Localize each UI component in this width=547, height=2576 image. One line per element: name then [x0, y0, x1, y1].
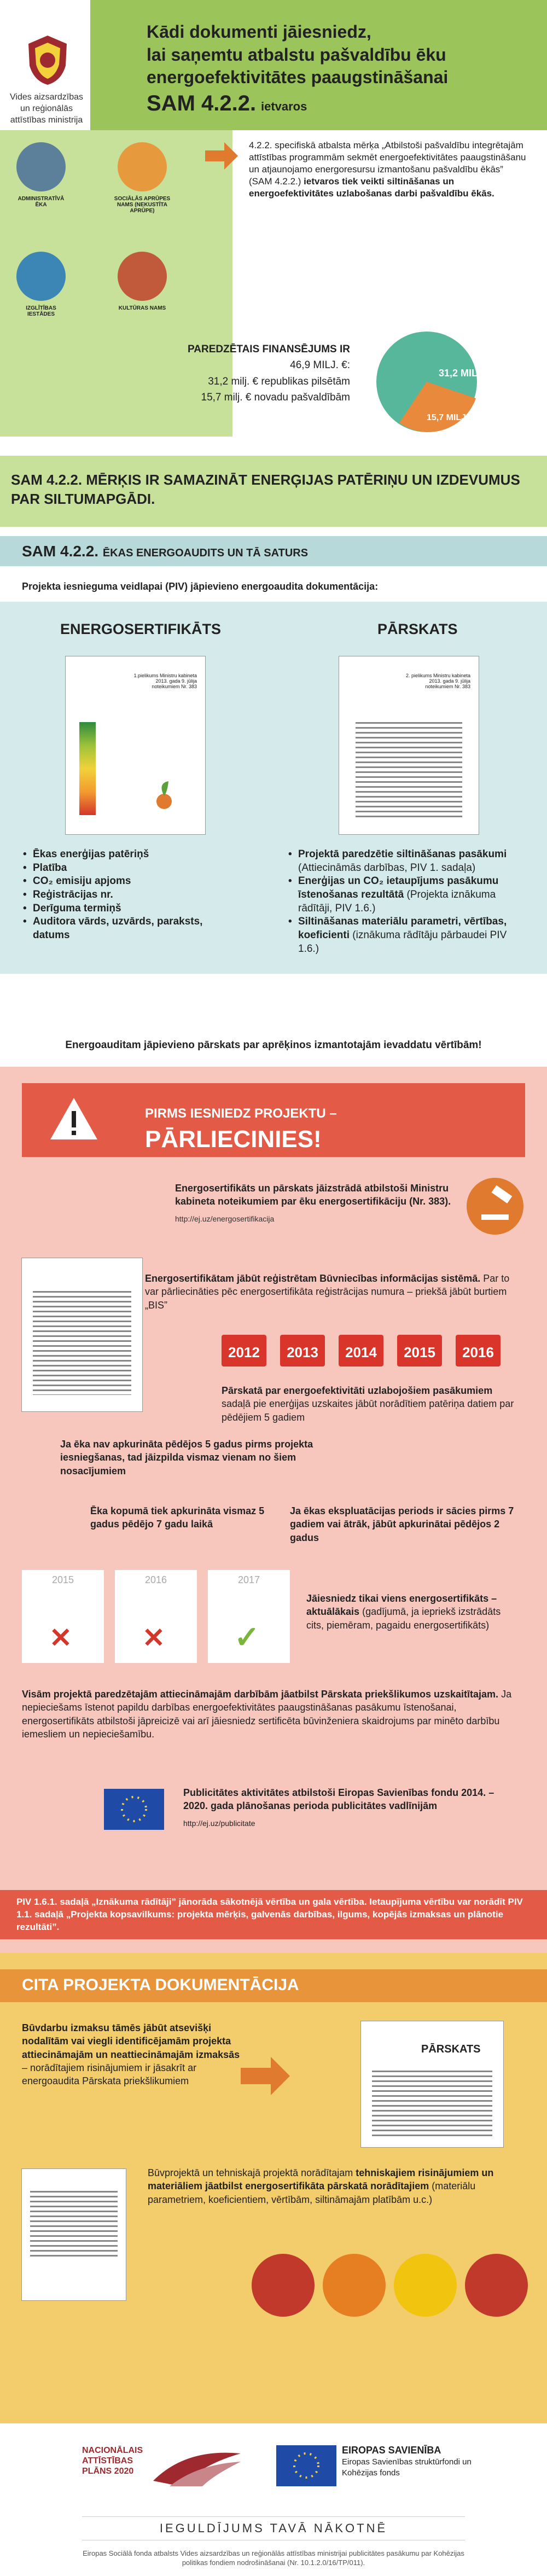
- text-placeholder-lines: [33, 1291, 131, 1395]
- cert-title: ENERGOSERTIFIKĀTS: [60, 621, 222, 637]
- check-item-3: Pārskatā par energoefektivitāti uzlabojošiem pasākumiem sadaļā pie enerģijas uzskaites jābūt norādītiem patēriņa datiem par pēdējiem 5 gadiem: [222, 1385, 514, 1423]
- eu-flag-icon: [104, 1789, 164, 1830]
- motto: IEGULDĪJUMS TAVĀ NĀKOTNĒ: [82, 2516, 465, 2540]
- check-item-4b: Ja ēkas ekspluatācijas periods ir sācies pirms 7 gadiem vai ātrāk, jābūt apkurinātai pēdējos 2 gadus: [290, 1505, 514, 1543]
- report-item: • Projektā paredzētie siltināšanas pasākumi (Attiecināmās darbības, PIV 1. sadaļa): [298, 848, 517, 875]
- year-badge: 2012: [222, 1335, 266, 1366]
- building-social-care: SOCIĀLĀS APRŪPES NAMS (NEKUSTĪTA APRŪPE): [109, 142, 175, 214]
- ruler-tool-icon: [252, 2254, 315, 2317]
- other-item-2: Būvprojektā un tehniskajā projektā norādītajam tehniskajiem risinājumiem un materiāliem jāatbilst energosertifikāta pārskatā norādītajiem (materiālu parametriem, koeficientiem, vērtībām, siltināmajām platībām u.c.): [148, 2167, 494, 2205]
- warning-icon: [49, 1097, 98, 1141]
- program-suffix: ietvaros: [260, 99, 307, 113]
- publicity-link[interactable]: http://ej.uz/publicitate: [183, 1818, 255, 1828]
- audit-title: SAM 4.2.2. ĒKAS ENERGOAUDITS UN TĀ SATURS: [22, 543, 309, 560]
- education-building-icon: [16, 252, 66, 301]
- check-main: PĀRLIECINIES!: [145, 1126, 322, 1153]
- cert-item: • Ēkas enerģijas patēriņš: [33, 848, 235, 862]
- other-arrow-icon: [241, 2057, 290, 2095]
- cert-items-list: [22, 848, 235, 943]
- intro-text: 4.2.2. specifiskā atbalsta mērķa „Atbilstoši pašvaldību integrētajām attīstības programmām sekmēt energoefektivitātes paaugstināšanu un atjaunojamo energoresursu izmantošanu pašvaldību ēkās” (SAM 4.2.2.) ietvaros tiek veikti siltināšanas un energoefektivitātes uzlabošanas darbi pašvaldību ēkās.: [249, 140, 526, 199]
- other-item-1: Būvdarbu izmaksu tāmēs jābūt atsevišķi nodalītām vai viegli identificējamām projekta attiecināmajām un neattiecināmajām izmaksās – norādītajiem risinājumiem ir jāsakrīt ar energoaudita Pārskata priekšlikumiem: [22, 2022, 240, 2087]
- check-item-4: Ja ēka nav apkurināta pēdējos 5 gadus pirms projekta iesniegšanas, tad jāizpilda vismaz vienam no šiem nosacījumiem: [60, 1439, 313, 1476]
- energy-certificate-card: 1.pielikums Ministru kabineta 2013. gada 9. jūlija noteikumiem Nr. 383: [66, 656, 205, 834]
- regulation-link[interactable]: http://ej.uz/energosertifikacija: [175, 1214, 275, 1223]
- cert-item: • Auditora vārds, uzvārds, paraksts, datums: [33, 915, 235, 942]
- title-line-3: energoefektivitātes paaugstināšanai: [147, 67, 449, 88]
- brush-tool-icon: [465, 2254, 528, 2317]
- plant-icon: [148, 777, 181, 810]
- check-item-2: Energosertifikātam jābūt reģistrētam Būvniecības informācijas sistēmā. Par to var pārliecināties pēc energosertifikāta reģistrācijas numura – priekšā jābūt burtiem „BIS”: [145, 1273, 510, 1311]
- bis-document-card: [22, 1258, 142, 1411]
- pickaxe-tool-icon: [394, 2254, 457, 2317]
- eu-text: EIROPAS SAVIENĪBA Eiropas Savienības struktūrfondi un Kohēzijas fonds: [342, 2445, 472, 2478]
- check-item-6: Visām projektā paredzētajām attiecināmajām darbībām jāatbilst Pārskata priekšlikumos uzskaitītajam. Ja nepieciešams īstenot papildu darbības energoefektivitātes paaugstināšanas pasākumu īstenošanai, energosertifikāts atbilstoši jāpreicizē vai arī jāiesniedz sertificēta būvinženiera skaidrojums par minēto darbību iemesliem un nepieciešamību.: [22, 1689, 512, 1740]
- audit-footer: Energoauditam jāpievieno pārskats par aprēķinos izmantotajām ievaddatu vērtībām!: [65, 1039, 482, 1051]
- nap-wing-icon: [153, 2448, 241, 2486]
- title-line-1: Kādi dokumenti jāiesniedz,: [147, 22, 371, 42]
- culture-building-icon: [118, 252, 167, 301]
- calendar-2017: 2017 ✓: [208, 1570, 290, 1663]
- cross-icon: ✕: [49, 1623, 72, 1653]
- cert-item: • Platība: [33, 862, 235, 875]
- nap-text: NACIONĀLAIS ATTĪSTĪBAS PLĀNS 2020: [82, 2446, 143, 2476]
- year-row: [222, 1335, 517, 1373]
- coat-of-arms-icon: [23, 33, 72, 88]
- report-item: • Siltināšanas materiālu parametri, vērtības, koeficienti (iznākuma rādītāju pārbaudei PIV 1.6.): [298, 915, 517, 956]
- pie-label-small: 15,7 MILJ. €: [427, 413, 476, 422]
- report-card: 2. pielikums Ministru kabineta 2013. gada 9. jūlija noteikumiem Nr. 383: [339, 656, 479, 834]
- calendar-2015: 2015 ✕: [22, 1570, 104, 1663]
- credit: Eiropas Sociālā fonda atbalsts Vides aizsardzības un reģionālās attīstības ministrijai publicitātes pasākumu par Kohēzijas politikas fondiem nodrošināšanai (Nr. 10.1.2.0/16/TP/011).: [83, 2549, 464, 2567]
- year-badge: 2013: [280, 1335, 325, 1366]
- social-care-building-icon: [118, 142, 167, 191]
- financing-block: PAREDZĒTAIS FINANSĒJUMS IR 46,9 MILJ. €: 31,2 milj. € republikas pilsētām 15,7 milj. € novadu pašvaldībām: [188, 344, 350, 404]
- other-report-card: PĀRSKATS: [361, 2021, 503, 2147]
- title-line-2: lai saņemtu atbalstu pašvaldību ēku: [147, 44, 446, 65]
- goal-text: SAM 4.2.2. MĒRĶIS IR SAMAZINĀT ENERĢIJAS PATĒRIŅU UN IZDEVUMUS PAR SILTUMAPGĀDI.: [11, 472, 520, 508]
- check-pre: PIRMS IESNIEDZ PROJEKTU –: [145, 1106, 337, 1121]
- building-culture: KULTŪRAS NAMS: [109, 252, 175, 311]
- project-doc-card: [22, 2169, 126, 2300]
- eu-flag-footer-icon: [276, 2445, 336, 2486]
- calendar-2016: 2016 ✕: [115, 1570, 197, 1663]
- text-placeholder-lines: [372, 2071, 492, 2136]
- check-item-5: Jāiesniedz tikai viens energosertifikāts – aktuālākais (gadījumā, ja iepriekš izstrādāts cits, piemēram, pagaidu energosertifikāts): [306, 1593, 501, 1631]
- text-placeholder-lines: [356, 722, 462, 821]
- audit-intro: Projekta iesnieguma veidlapai (PIV) jāpievieno energoaudita dokumentācija:: [22, 581, 379, 592]
- pie-label-big: 31,2 MILJ. €: [439, 368, 494, 379]
- administrative-building-icon: [16, 142, 66, 191]
- other-title: CITA PROJEKTA DOKUMENTĀCIJA: [22, 1976, 299, 1994]
- ministry-name: Vides aizsardzības un reģionālās attīstības ministrija: [10, 92, 83, 125]
- tool-icons-row: [252, 2254, 525, 2319]
- financing-pie-chart: [366, 323, 498, 443]
- building-administrative: ADMINISTRATĪVĀ ĒKA: [16, 142, 66, 208]
- trowel-tool-icon: [323, 2254, 386, 2317]
- cert-item: • Reģistrācijas nr.: [33, 888, 235, 902]
- building-education: IZGLĪTĪBAS IESTĀDES: [16, 252, 66, 317]
- arrow-icon: [205, 142, 238, 170]
- report-items-list: [287, 848, 517, 956]
- year-badge: 2016: [456, 1335, 501, 1366]
- energy-scale: [79, 722, 96, 815]
- piv-text: PIV 1.6.1. sadaļā „Iznākuma rādītāji” jānorāda sākotnējā vērtība un gala vērtība. Ietaupījuma vērtību var norādīt PIV 1.1. sadaļā „Projekta kopsavilkums: projekta mērķis, galvenās darbības, ilgums, kopējās izmaksas un plānotie rezultāti”.: [16, 1897, 523, 1932]
- cert-item: • Derīguma termiņš: [33, 902, 235, 916]
- check-item-4a: Ēka kopumā tiek apkurināta vismaz 5 gadus pēdējo 7 gadu laikā: [90, 1505, 265, 1530]
- program-code: SAM 4.2.2.: [147, 91, 257, 115]
- page-title: [147, 21, 529, 118]
- check-icon: ✓: [234, 1620, 260, 1654]
- check-item-1: Energosertifikāts un pārskats jāizstrādā atbilstoši Ministru kabineta noteikumiem par ēku energosertifikāciju (Nr. 383). http://ej.uz/energosertifikacija: [175, 1182, 459, 1224]
- cross-icon: ✕: [142, 1623, 165, 1653]
- gavel-icon: [465, 1176, 525, 1236]
- nap-logo: [82, 2440, 257, 2500]
- report-title: PĀRSKATS: [377, 621, 458, 637]
- year-badge: 2015: [397, 1335, 442, 1366]
- check-item-7: Publicitātes aktivitātes atbilstoši Eiropas Savienības fondu 2014. – 2020. gada plānošanas perioda publicitātes vadlīnijām http://ej.uz/publicitate: [183, 1786, 511, 1828]
- text-placeholder-lines: [30, 2191, 118, 2257]
- year-badge: 2014: [339, 1335, 383, 1366]
- cert-item: • CO₂ emisiju apjoms: [33, 875, 235, 888]
- report-item: • Enerģijas un CO₂ ietaupījums pasākumu īstenošanas rezultātā (Projekta iznākuma rādītāji, PIV 1.6.): [298, 875, 517, 915]
